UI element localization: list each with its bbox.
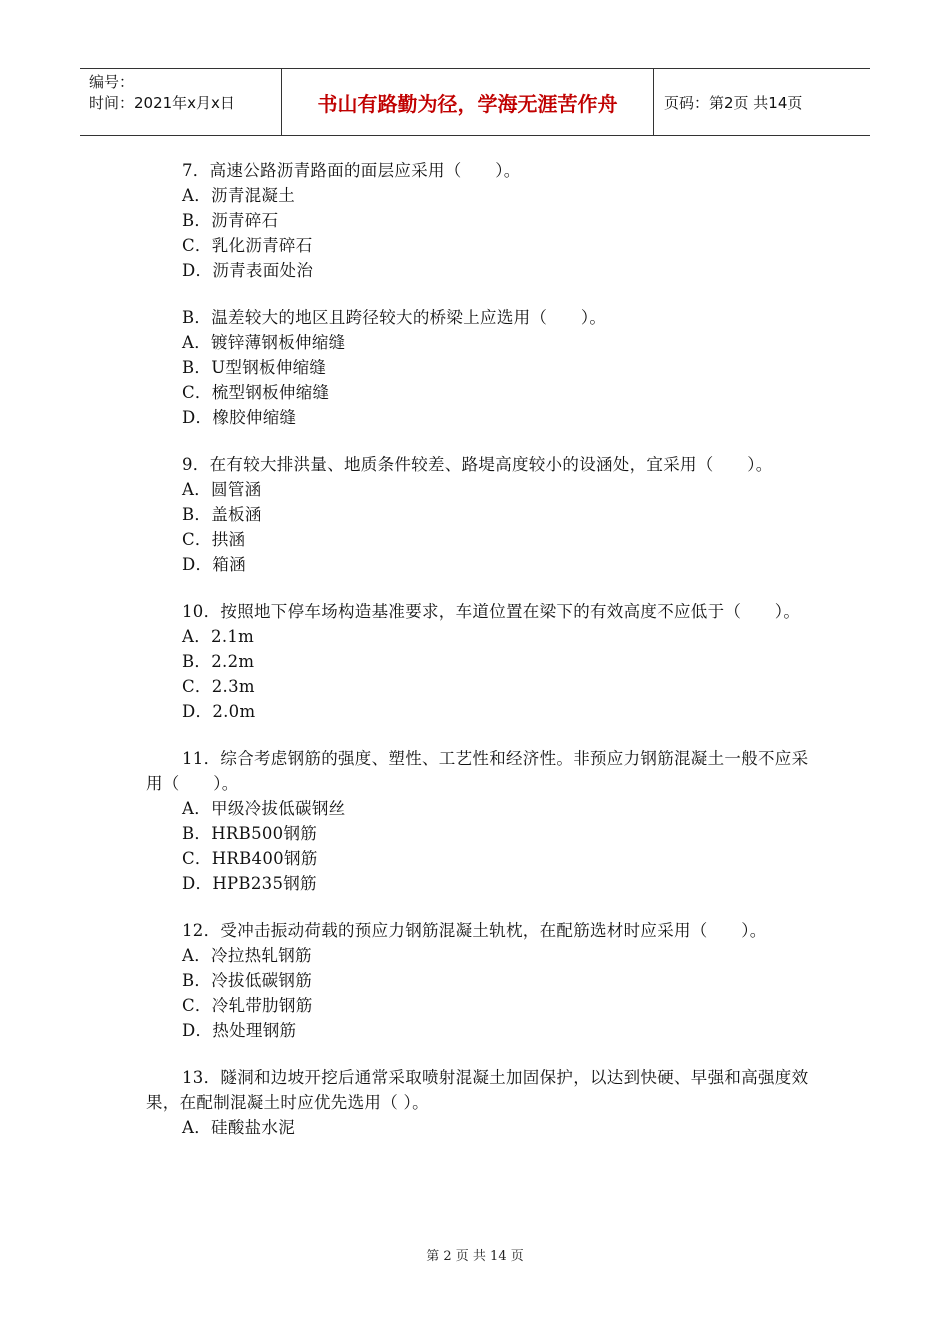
answer-option: C．拱涵 (182, 530, 246, 549)
answer-option: C．冷轧带肋钢筋 (182, 996, 313, 1015)
document-header (80, 68, 870, 136)
answer-option: B．盖板涵 (182, 505, 262, 524)
answer-option: B．沥青碎石 (182, 211, 279, 230)
question-text: 10．按照地下停车场构造基准要求，车道位置在梁下的有效高度不应低于（ ）。 (182, 602, 801, 621)
answer-option: D．HPB235钢筋 (182, 874, 317, 893)
answer-option: D．橡胶伸缩缝 (182, 408, 297, 427)
answer-option: C．梳型钢板伸缩缝 (182, 383, 330, 402)
answer-option: C．乳化沥青碎石 (182, 236, 313, 255)
answer-option: D．2.0m (182, 702, 256, 721)
answer-option: A．镀锌薄钢板伸缩缝 (182, 333, 346, 352)
question-block (146, 746, 811, 896)
answer-option: A．甲级冷拔低碳钢丝 (182, 799, 346, 818)
header-meta (80, 69, 281, 135)
document-number-label: 编号： (89, 73, 135, 91)
question-list (146, 158, 811, 1162)
question-block (146, 305, 811, 430)
answer-option: C．2.3m (182, 677, 255, 696)
answer-option: C．HRB400钢筋 (182, 849, 318, 868)
question-block (146, 599, 811, 724)
answer-option: D．箱涵 (182, 555, 246, 574)
header-page-info: 页码：第2页 共14页 (664, 93, 803, 112)
answer-option: A．沥青混凝土 (182, 186, 296, 205)
answer-option: D．沥青表面处治 (182, 261, 314, 280)
answer-option: A．冷拉热轧钢筋 (182, 946, 312, 965)
header-motto: 书山有路勤为径，学海无涯苦作舟 (281, 69, 654, 135)
question-text: 12．受冲击振动荷载的预应力钢筋混凝土轨枕，在配筋选材时应采用（ ）。 (182, 921, 767, 940)
question-text: 7．高速公路沥青路面的面层应采用（ ）。 (182, 161, 521, 180)
question-text: 9．在有较大排洪量、地质条件较差、路堤高度较小的设涵处，宜采用（ ）。 (182, 455, 773, 474)
answer-option: D．热处理钢筋 (182, 1021, 297, 1040)
answer-option: B．2.2m (182, 652, 255, 671)
answer-option: B．HRB500钢筋 (182, 824, 318, 843)
answer-option: B．冷拔低碳钢筋 (182, 971, 313, 990)
answer-option: A．2.1m (182, 627, 255, 646)
document-time-label: 时间：2021年x月x日 (89, 94, 235, 112)
answer-option: B．U型钢板伸缩缝 (182, 358, 327, 377)
question-block (146, 452, 811, 577)
question-block (146, 1065, 811, 1140)
answer-option: A．圆管涵 (182, 480, 262, 499)
question-text: 13．隧洞和边坡开挖后通常采取喷射混凝土加固保护，以达到快硬、早强和高强度效果，在配制混凝土时应优先选用（ ）。 (146, 1068, 809, 1112)
question-text: 11．综合考虑钢筋的强度、塑性、工艺性和经济性。非预应力钢筋混凝土一般不应采用（ ）。 (146, 749, 809, 793)
question-text: B．温差较大的地区且跨径较大的桥梁上应选用（ ）。 (182, 308, 607, 327)
page-footer: 第 2 页 共 14 页 (426, 1249, 524, 1264)
question-block (146, 918, 811, 1043)
answer-option: A．硅酸盐水泥 (182, 1118, 296, 1137)
question-block (146, 158, 811, 283)
